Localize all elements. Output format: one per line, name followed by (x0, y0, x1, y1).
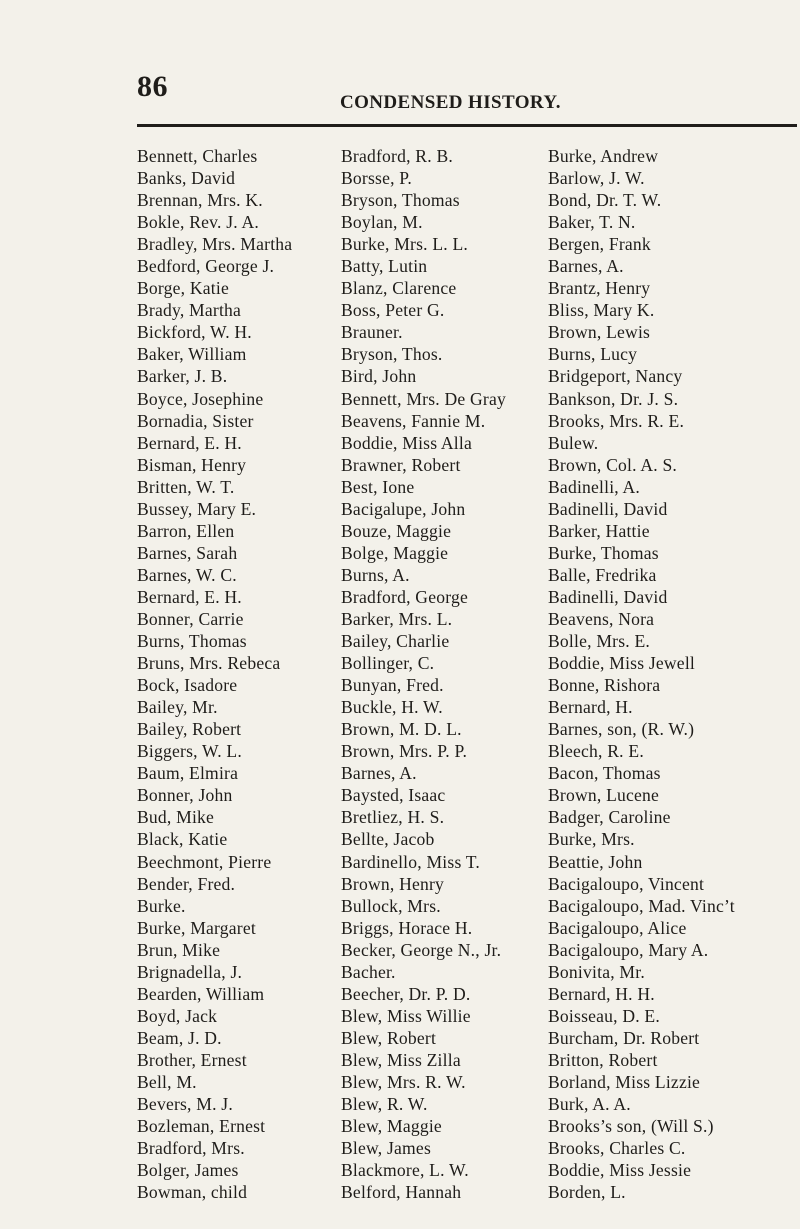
name-entry: Bornadia, Sister (137, 410, 254, 431)
name-entry: Bryson, Thomas (341, 190, 460, 211)
name-entry: Badger, Caroline (548, 807, 671, 828)
name-entry: Borland, Miss Lizzie (548, 1071, 701, 1092)
name-entry: Bonne, Rishora (548, 675, 661, 696)
name-entry: Brown, Col. A. S. (548, 454, 678, 475)
name-entry: Blew, Mrs. R. W. (341, 1071, 466, 1092)
name-entry: Bailey, Charlie (341, 631, 450, 652)
name-entry: Boddie, Miss Jessie (548, 1160, 692, 1181)
name-entry: Brother, Ernest (137, 1049, 247, 1070)
name-entry: Bergen, Frank (548, 234, 651, 255)
name-entry: Balle, Fredrika (548, 564, 657, 585)
name-entry: Buckle, H. W. (341, 697, 443, 718)
name-entry: Burke, Mrs. (548, 829, 635, 850)
name-entry: Beavens, Fannie M. (341, 410, 486, 431)
name-entry: Boss, Peter G. (341, 300, 445, 321)
name-entry: Beecher, Dr. P. D. (341, 983, 471, 1004)
name-entry: Bennett, Mrs. De Gray (341, 388, 506, 409)
name-entry: Bennett, Charles (137, 146, 258, 166)
name-entry: Bonner, John (137, 785, 233, 806)
name-entry: Bailey, Robert (137, 719, 242, 740)
name-entry: Burk, A. A. (548, 1094, 631, 1115)
name-entry: Badinelli, David (548, 586, 668, 607)
name-entry: Baker, T. N. (548, 212, 636, 233)
name-entry: Bradford, R. B. (341, 146, 453, 166)
name-entry: Brown, Mrs. P. P. (341, 741, 468, 762)
name-entry: Badinelli, David (548, 498, 668, 519)
name-entry: Barnes, A. (341, 763, 417, 784)
name-entry: Blew, James (341, 1138, 431, 1159)
name-entry: Bell, M. (137, 1071, 197, 1092)
name-entry: Bolge, Maggie (341, 542, 449, 563)
name-entry: Bickford, W. H. (137, 322, 252, 343)
name-entry: Borden, L. (548, 1182, 626, 1203)
name-entry: Blew, Robert (341, 1027, 437, 1048)
name-entry: Beattie, John (548, 851, 643, 872)
name-entry: Batty, Lutin (341, 256, 428, 277)
name-entry: Bailey, Mr. (137, 697, 218, 718)
name-entry: Bretliez, H. S. (341, 807, 445, 828)
name-entry: Bolger, James (137, 1160, 239, 1181)
name-entry: Bokle, Rev. J. A. (137, 212, 259, 233)
name-entry: Bearden, William (137, 983, 265, 1004)
name-entry: Banks, David (137, 168, 236, 189)
name-entry: Biggers, W. L. (137, 741, 242, 762)
name-entry: Brennan, Mrs. K. (137, 190, 263, 211)
name-entry: Bollinger, C. (341, 653, 435, 674)
name-entry: Burns, Thomas (137, 631, 247, 652)
name-entry: Black, Katie (137, 829, 228, 850)
name-entry: Belford, Hannah (341, 1182, 462, 1203)
name-entry: Boyce, Josephine (137, 388, 264, 409)
name-entry: Barnes, Sarah (137, 542, 238, 563)
name-entry: Blew, Maggie (341, 1116, 442, 1137)
name-entry: Brady, Martha (137, 300, 242, 321)
name-entry: Bernard, E. H. (137, 432, 242, 453)
name-entry: Brown, Lucene (548, 785, 660, 806)
name-entry: Blew, Miss Willie (341, 1005, 471, 1026)
name-entry: Barnes, W. C. (137, 564, 237, 585)
name-entry: Blew, R. W. (341, 1094, 428, 1115)
name-entry: Boddie, Miss Alla (341, 432, 472, 453)
name-column-2 (341, 145, 506, 1203)
name-entry: Beam, J. D. (137, 1027, 222, 1048)
name-entry: Bradford, Mrs. (137, 1138, 245, 1159)
name-entry: Bacher. (341, 961, 396, 982)
name-entry: Burke. (137, 895, 186, 916)
name-entry: Bradford, George (341, 586, 468, 607)
name-entry: Burns, Lucy (548, 344, 638, 365)
name-entry: Barron, Ellen (137, 520, 235, 541)
name-entry: Brun, Mike (137, 939, 221, 960)
name-entry: Blew, Miss Zilla (341, 1049, 461, 1070)
name-entry: Brown, Henry (341, 873, 445, 894)
name-entry: Boisseau, D. E. (548, 1005, 660, 1026)
name-entry: Best, Ione (341, 476, 415, 497)
name-entry: Brooks, Charles C. (548, 1138, 686, 1159)
name-entry: Bock, Isadore (137, 675, 238, 696)
name-entry: Bankson, Dr. J. S. (548, 388, 679, 409)
name-entry: Borge, Katie (137, 278, 229, 299)
name-entry: Blackmore, L. W. (341, 1160, 469, 1181)
name-entry: Bender, Fred. (137, 873, 236, 894)
name-entry: Bacon, Thomas (548, 763, 661, 784)
name-entry: Bernard, H. (548, 697, 633, 718)
name-entry: Bernard, H. H. (548, 983, 655, 1004)
name-entry: Brown, Lewis (548, 322, 651, 343)
name-entry: Boyd, Jack (137, 1005, 218, 1026)
name-entry: Bradley, Mrs. Martha (137, 234, 293, 255)
name-entry: Burke, Margaret (137, 917, 256, 938)
name-entry: Bulew. (548, 432, 599, 453)
name-entry: Bonivita, Mr. (548, 961, 645, 982)
name-column-1 (137, 145, 292, 1203)
name-entry: Bliss, Mary K. (548, 300, 655, 321)
name-entry: Barker, J. B. (137, 366, 228, 387)
name-entry: Barker, Hattie (548, 520, 650, 541)
name-entry: Bisman, Henry (137, 454, 247, 475)
name-entry: Burke, Mrs. L. L. (341, 234, 469, 255)
name-entry: Bacigalupe, John (341, 498, 466, 519)
name-entry: Bussey, Mary E. (137, 498, 257, 519)
name-entry: Bryson, Thos. (341, 344, 443, 365)
name-entry: Bacigaloupo, Vincent (548, 873, 705, 894)
name-entry: Badinelli, A. (548, 476, 641, 497)
name-entry: Becker, George N., Jr. (341, 939, 502, 960)
name-entry: Beechmont, Pierre (137, 851, 272, 872)
name-entry: Burke, Thomas (548, 542, 659, 563)
name-entry: Bedford, George J. (137, 256, 275, 277)
heading-rule (137, 124, 797, 127)
name-entry: Baysted, Isaac (341, 785, 446, 806)
name-entry: Brown, M. D. L. (341, 719, 462, 740)
name-entry: Bridgeport, Nancy (548, 366, 683, 387)
name-entry: Brooks, Mrs. R. E. (548, 410, 685, 431)
name-entry: Bolle, Mrs. E. (548, 631, 651, 652)
name-entry: Bird, John (341, 366, 417, 387)
name-entry: Bond, Dr. T. W. (548, 190, 662, 211)
page-heading: CONDENSED HISTORY. (340, 92, 561, 113)
name-entry: Barker, Mrs. L. (341, 608, 453, 629)
name-column-3 (548, 145, 735, 1203)
name-entry: Beavens, Nora (548, 608, 655, 629)
name-entry: Barnes, son, (R. W.) (548, 719, 695, 740)
name-entry: Bacigaloupo, Alice (548, 917, 687, 938)
name-entry: Brignadella, J. (137, 961, 243, 982)
name-entry: Boddie, Miss Jewell (548, 653, 695, 674)
name-entry: Bacigaloupo, Mary A. (548, 939, 709, 960)
name-entry: Bardinello, Miss T. (341, 851, 481, 872)
name-entry: Bevers, M. J. (137, 1094, 233, 1115)
name-entry: Brooks’s son, (Will S.) (548, 1116, 714, 1137)
name-entry: Brawner, Robert (341, 454, 461, 475)
name-entry: Britten, W. T. (137, 476, 235, 497)
name-entry: Bellte, Jacob (341, 829, 435, 850)
page-number: 86 (137, 70, 168, 103)
name-entry: Bruns, Mrs. Rebeca (137, 653, 281, 674)
name-entry: Baum, Elmira (137, 763, 239, 784)
name-entry: Bouze, Maggie (341, 520, 452, 541)
name-entry: Bernard, E. H. (137, 586, 242, 607)
name-entry: Bowman, child (137, 1182, 248, 1203)
name-entry: Bud, Mike (137, 807, 215, 828)
name-entry: Briggs, Horace H. (341, 917, 473, 938)
name-entry: Bacigaloupo, Mad. Vinc’t (548, 895, 735, 916)
name-entry: Bullock, Mrs. (341, 895, 441, 916)
name-entry: Britton, Robert (548, 1049, 658, 1070)
name-entry: Brauner. (341, 322, 403, 343)
name-entry: Blanz, Clarence (341, 278, 457, 299)
name-entry: Barlow, J. W. (548, 168, 645, 189)
name-entry: Burke, Andrew (548, 146, 659, 166)
name-entry: Burcham, Dr. Robert (548, 1027, 700, 1048)
name-entry: Bunyan, Fred. (341, 675, 444, 696)
name-entry: Baker, William (137, 344, 247, 365)
name-entry: Bonner, Carrie (137, 608, 244, 629)
name-entry: Bozleman, Ernest (137, 1116, 266, 1137)
name-entry: Bleech, R. E. (548, 741, 644, 762)
name-entry: Burns, A. (341, 564, 410, 585)
name-entry: Barnes, A. (548, 256, 624, 277)
name-entry: Borsse, P. (341, 168, 412, 189)
name-entry: Brantz, Henry (548, 278, 651, 299)
name-entry: Boylan, M. (341, 212, 423, 233)
